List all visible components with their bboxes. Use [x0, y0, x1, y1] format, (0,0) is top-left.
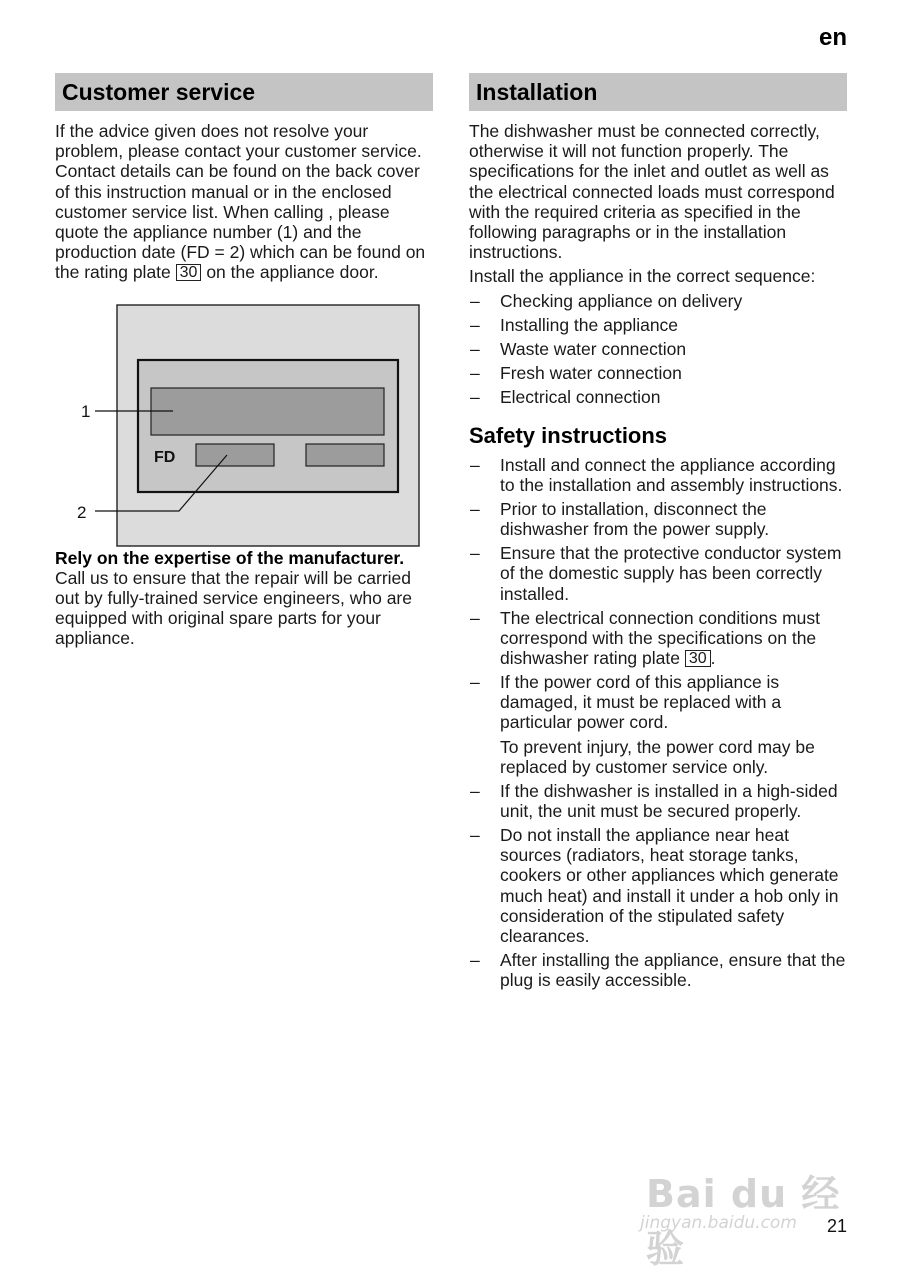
list-item: – After installing the appliance, ensure that the plug is easily accessible. [469, 950, 847, 990]
rating-plate-ref: 30 [176, 264, 202, 281]
list-item: – Fresh water connection [469, 363, 847, 383]
safety-plate-end: . [710, 648, 716, 669]
fd-label: FD [154, 448, 176, 466]
page-number: 21 [827, 1216, 848, 1236]
safety-cord-text: If the power cord of this appliance is damaged, it must be replaced with a particular power cord. [500, 672, 782, 733]
extra-field [306, 444, 384, 466]
list-item: – Waste water connection [469, 339, 847, 359]
list-item: – Installing the appliance [469, 315, 847, 335]
installation-section [469, 73, 847, 994]
list-item: – Checking appliance on delivery [469, 291, 847, 311]
expertise-text: Call us to ensure that the repair will be carried out by fully-trained service engineers, who are equipped with original spare parts for your appliance. [55, 567, 412, 649]
appliance-number-field [151, 388, 384, 435]
safety-plate-text: The electrical connection conditions must correspond with the specifications on the dishwasher rating plate [500, 607, 821, 669]
list-item: – Install and connect the appliance according to the installation and assembly instructions. [469, 455, 847, 495]
installation-intro: The dishwasher must be connected correctly, otherwise it will not function properly. The specifications for the inlet and outlet as well as the electrical connected loads must correspond with the required criteria as specified in the following paragraphs or in the installation instructions. [469, 121, 835, 263]
rating-plate-figure [55, 303, 433, 548]
expertise-paragraph [55, 548, 433, 649]
callout-1: 1 [81, 401, 91, 421]
customer-service-text: If the advice given does not resolve your problem, please contact your customer service. Contact details can be found on the back cover of this instruction manual or in the enclosed customer service list. When calling , please quote the appliance number (1) and the production date (FD = 2) which can be found on the rating plate [55, 121, 426, 283]
customer-service-paragraph [55, 121, 433, 283]
expertise-bold: Rely on the expertise of the manufacturer. [55, 547, 405, 568]
safety-cord-note: To prevent injury, the power cord may be replaced by customer service only. [500, 736, 815, 777]
language-code: en [818, 24, 847, 51]
list-item: – Electrical connection [469, 387, 847, 407]
customer-service-heading: Customer service [55, 73, 433, 111]
customer-service-text-end: on the appliance door. [206, 262, 379, 283]
callout-2: 2 [77, 502, 87, 522]
list-item [469, 672, 847, 777]
list-item: – Do not install the appliance near heat sources (radiators, heat storage tanks, cookers or other appliances which generate much heat) and install it under a hob only in consideration of the stipulated safety clearances. [469, 825, 847, 946]
installation-steps [469, 291, 847, 407]
list-item: – If the dishwasher is installed in a high-sided unit, the unit must be secured properly. [469, 781, 847, 821]
customer-service-section [55, 73, 433, 649]
installation-sequence-intro: Install the appliance in the correct sequence: [469, 266, 816, 287]
watermark-url: jingyan.baidu.com [640, 1213, 797, 1233]
production-date-field [196, 444, 274, 466]
list-item: – Prior to installation, disconnect the dishwasher from the power supply. [469, 499, 847, 539]
safety-list [469, 455, 847, 991]
list-item [469, 608, 847, 669]
installation-heading: Installation [469, 73, 847, 111]
watermark-logo: Bai du 经验 [646, 1172, 841, 1271]
baidu-watermark [640, 1143, 850, 1271]
safety-heading: Safety instructions [469, 422, 668, 448]
rating-plate-ref: 30 [685, 650, 711, 667]
list-item: – Ensure that the protective conductor system of the domestic supply has been correctly installed. [469, 543, 847, 604]
